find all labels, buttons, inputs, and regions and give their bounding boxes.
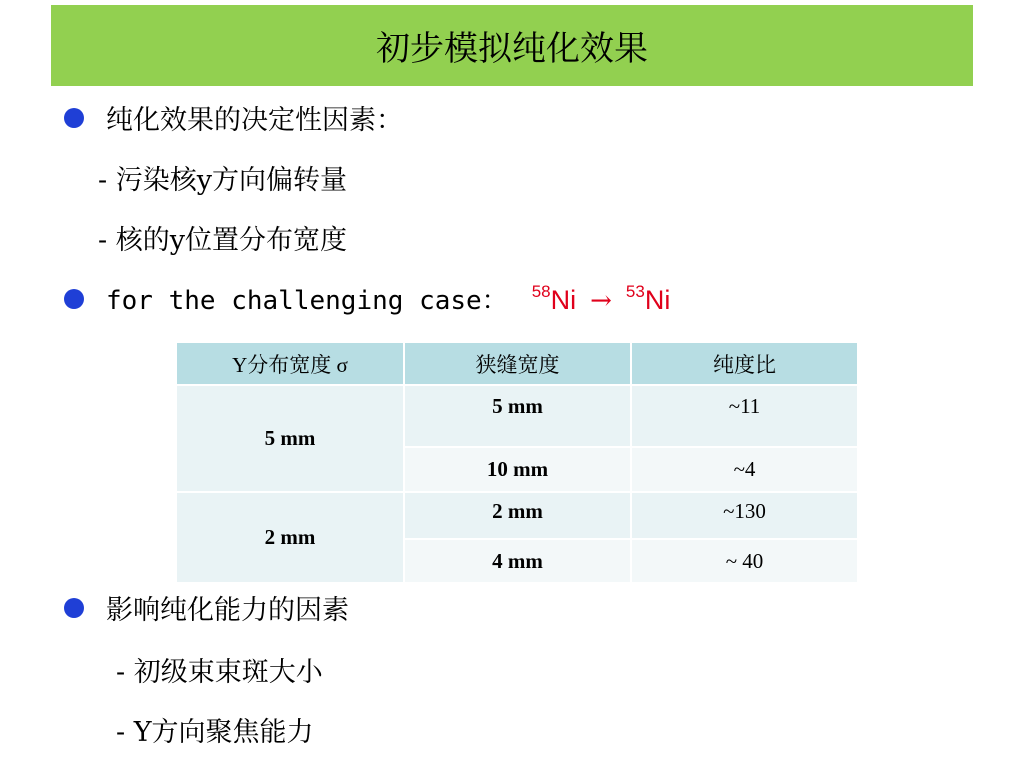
ratio-cell: ~11: [631, 385, 858, 447]
sub-item-deflection: - 污染核y方向偏转量: [98, 165, 347, 196]
sigma-cell: 2 mm: [177, 492, 404, 583]
bullet-dot-icon: [64, 108, 84, 128]
sub-item-y-width: - 核的y位置分布宽度: [98, 225, 347, 256]
page-title: 初步模拟纯化效果: [376, 29, 648, 69]
to-mass-number: 53: [625, 281, 645, 301]
slit-cell: 4 mm: [404, 539, 631, 583]
sub-item-beam-spot: - 初级束束斑大小: [116, 657, 323, 688]
table-row: [177, 492, 858, 539]
reaction-equation: [532, 282, 671, 316]
title-bar: [51, 5, 973, 86]
bullet-3: [64, 588, 349, 627]
bullet-2: [64, 280, 670, 317]
header-sigma: Y分布宽度 σ: [177, 343, 404, 385]
bullet-dot-icon: [64, 598, 84, 618]
bullet-1-text: 纯化效果的决定性因素：: [106, 105, 403, 136]
right-arrow-icon: →: [590, 285, 612, 316]
from-element: Ni: [550, 284, 577, 315]
bullet-dot-icon: [64, 289, 84, 309]
ratio-cell: ~ 40: [631, 539, 858, 583]
header-ratio: 纯度比: [631, 343, 858, 385]
to-element: Ni: [644, 284, 671, 315]
table-row: [177, 385, 858, 447]
slit-cell: 2 mm: [404, 492, 631, 539]
from-mass-number: 58: [531, 281, 551, 301]
bullet-1: [64, 98, 403, 137]
slit-cell: 5 mm: [404, 385, 631, 447]
header-slit: 狭缝宽度: [404, 343, 631, 385]
sub-item-y-focus: - Y方向聚焦能力: [116, 717, 314, 748]
sigma-cell: 5 mm: [177, 385, 404, 492]
table-header-row: [177, 343, 858, 385]
bullet-2-text: for the challenging case：: [106, 286, 508, 316]
slit-cell: 10 mm: [404, 447, 631, 492]
ratio-cell: ~4: [631, 447, 858, 492]
results-table: [177, 343, 859, 584]
ratio-cell: ~130: [631, 492, 858, 539]
bullet-3-text: 影响纯化能力的因素: [106, 595, 349, 626]
